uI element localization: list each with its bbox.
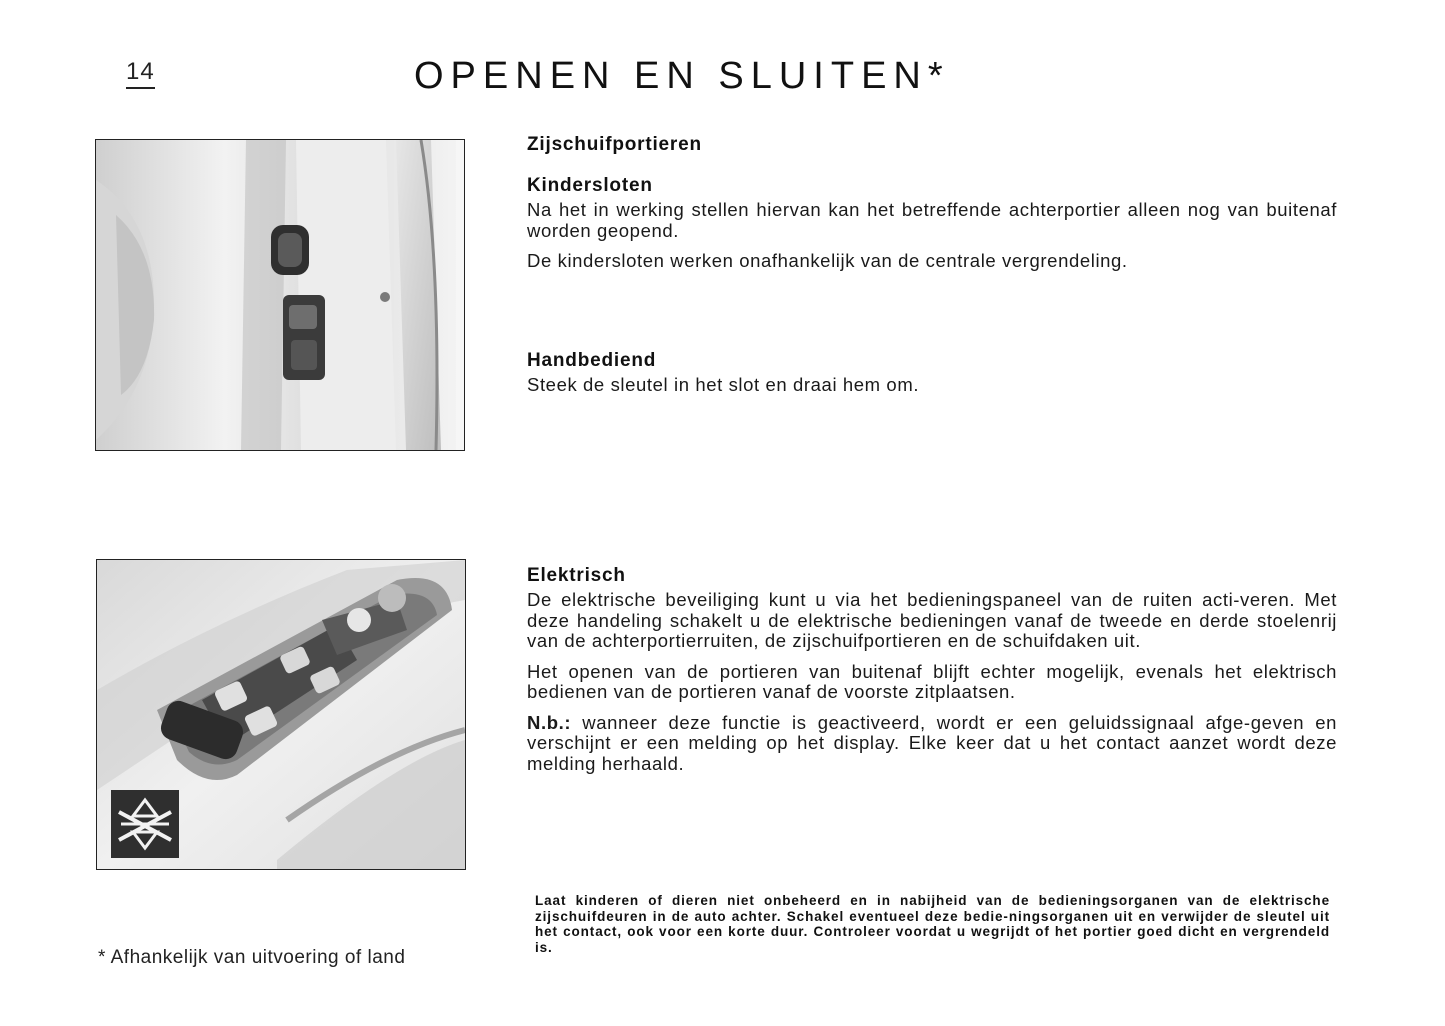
subheading-manual: Handbediend — [527, 349, 657, 371]
electric-paragraph-2: Het openen van de portieren van buitenaf blijft echter mogelijk, evenals het elektrisch bedienen van de portieren vanaf de voorste zitplaatsen. — [527, 660, 1337, 702]
footnote: * Afhankelijk van uitvoering of land — [98, 947, 406, 968]
child-locks-paragraph-2: De kindersloten werken onafhankelijk van de centrale vergrendeling. — [527, 250, 1128, 271]
page-number: 14 — [126, 58, 155, 89]
electric-paragraph-1: De elektrische beveiliging kunt u via het bedieningspaneel van de ruiten acti-veren. Met deze handeling schakelt u de elektrische bedieningen vanaf de tweede en derde stoelenrij van de achterportierruiten, de zijschuifportieren en de schuifdaken uit. — [527, 589, 1337, 651]
electric-section — [527, 565, 1337, 774]
safety-warning: Laat kinderen of dieren niet onbeheerd en in nabijheid van de bedieningsorganen van de elektrische zijschuifdeuren in de auto achter. Schakel eventueel deze bedie-ningsorganen uit en verwijder de sleutel uit het contact, ook voor een korte duur. Controleer voordat u wegrijdt of het portier goed dicht en vergrendeld is. — [535, 893, 1330, 955]
door-illustration — [96, 140, 464, 450]
child-lock-symbol-icon — [111, 790, 179, 858]
subheading-electric: Elektrisch — [527, 565, 626, 586]
subheading-child-locks: Kindersloten — [527, 175, 653, 196]
child-locks-paragraph-1: Na het in werking stellen hiervan kan het betreffende achterportier alleen nog van buitenaf worden geopend. — [527, 199, 1337, 241]
page-title: OPENEN EN SLUITEN* — [414, 55, 950, 97]
note-text: wanneer deze functie is geactiveerd, wordt er een geluidssignaal afge-geven en verschijnt er een melding op het display. Elke keer dat u het contact aanzet wordt deze melding herhaald. — [527, 711, 1337, 774]
electric-note — [527, 713, 1337, 775]
manual-paragraph: Steek de sleutel in het slot en draai hem om. — [527, 373, 920, 395]
window-control-panel-photo — [96, 559, 466, 870]
note-label: N.b.: — [527, 711, 572, 733]
sliding-doors-section — [527, 134, 1337, 395]
child-lock-door-photo — [95, 139, 465, 451]
section-heading-sliding-doors: Zijschuifportieren — [527, 134, 702, 155]
